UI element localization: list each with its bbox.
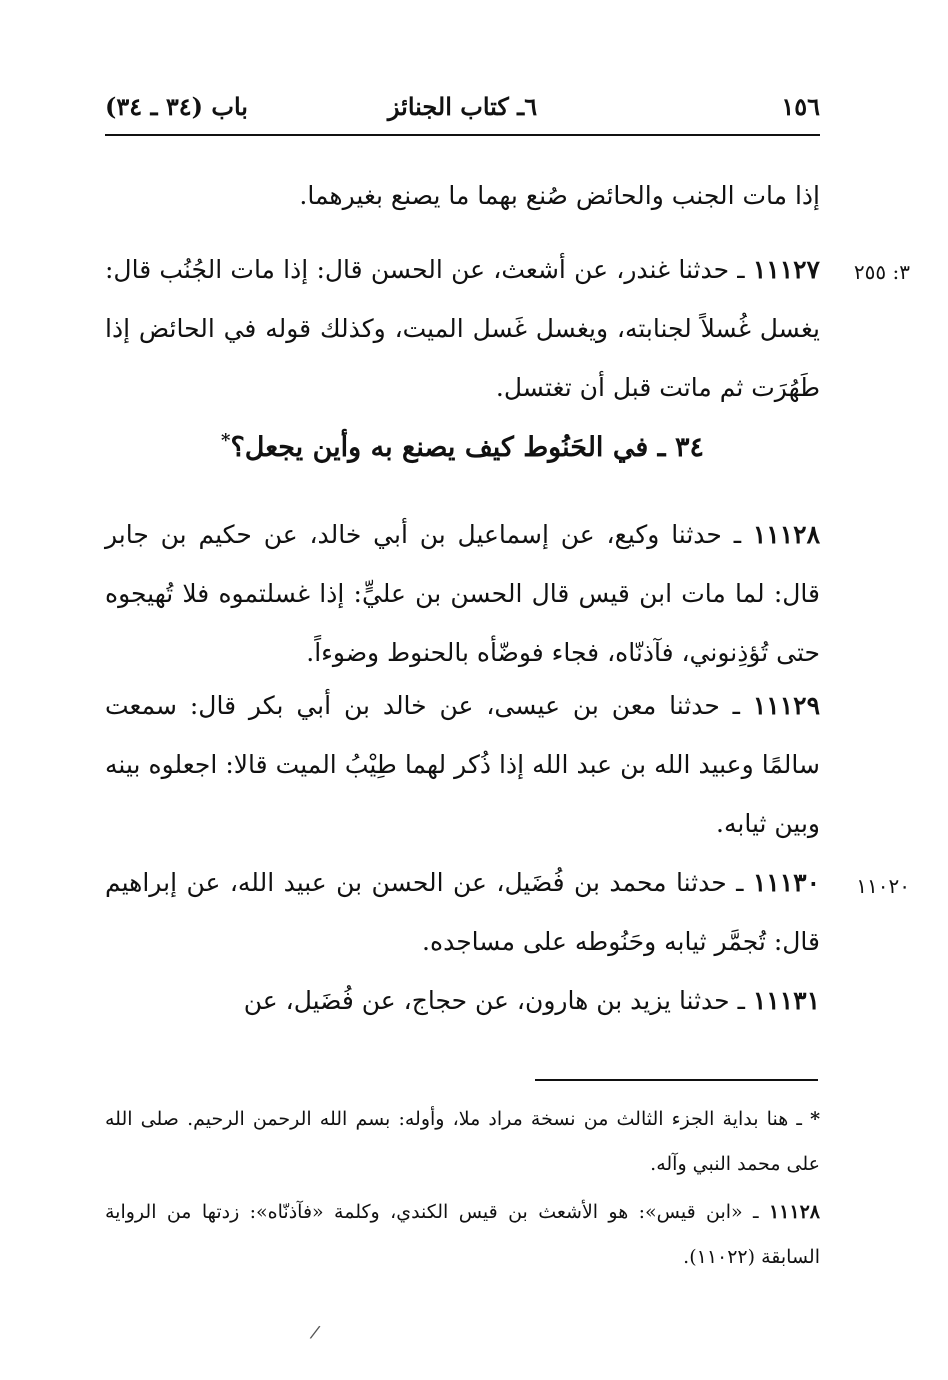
page-number: ١٥٦ [781, 92, 820, 121]
paragraph-text: ـ حدثنا وكيع، عن إسماعيل بن أبي خالد، عن حكيم بن جابر قال: لما مات ابن قيس قال الحسن بن عليٍّ: إذا غسلتموه فلا تُهيجوه حتى تُؤذِنوني، فآذنّاه، فجاء فوضّأه بالحنوط وضوءاً. [105, 520, 820, 667]
hadith-number: ١١١٣٠ [752, 868, 820, 897]
paragraph-text: ـ حدثنا يزيد بن هارون، عن حجاج، عن فُضَيل، عن [243, 986, 745, 1015]
paragraph-text: ـ حدثنا معن بن عيسى، عن خالد بن أبي بكر قال: سمعت سالمًا وعبيد الله بن عبد الله إذا ذُكر لهما طِيْبُ الميت قالا: اجعلوه بينه وبين ثيابه. [105, 691, 820, 838]
section-reference: باب (٣٤ ـ ٣٤) [105, 92, 248, 121]
header-rule [105, 134, 820, 136]
hadith-number: ١١١٢٧ [752, 255, 820, 284]
paragraph-text: ـ حدثنا محمد بن فُضَيل، عن الحسن بن عبيد الله، عن إبراهيم قال: تُجمَّر ثيابه وحَنُوطه على مساجده. [105, 868, 820, 956]
margin-reference: ١١٠٢٠ [856, 874, 910, 898]
footnote-mark: * [810, 1108, 821, 1130]
intro-paragraph [105, 166, 820, 225]
hadith-paragraph [105, 971, 820, 1030]
footnote-rule [535, 1079, 818, 1081]
hadith-number: ١١١٣١ [752, 986, 820, 1015]
heading-text: ٣٤ ـ في الحَنُوط كيف يصنع به وأين يجعل؟ [230, 432, 704, 463]
margin-reference: ٣: ٢٥٥ [853, 260, 910, 284]
page-header [105, 88, 820, 128]
hadith-number: ١١١٢٨ [752, 520, 820, 549]
footnote-mark: * [221, 430, 231, 451]
hadith-paragraph [105, 505, 820, 682]
footnote [105, 1097, 820, 1187]
hadith-paragraph [105, 676, 820, 853]
chapter-title: ٦ـ كتاب الجنائز [387, 92, 538, 121]
footnote-number: ١١١٢٨ [768, 1201, 820, 1223]
footnote-text: ـ «ابن قيس»: هو الأشعث بن قيس الكندي، وكلمة «فآذنّاه»: زدتها من الرواية السابقة (١١٠٢٢). [105, 1201, 820, 1268]
paragraph-text: ـ حدثنا غندر، عن أشعث، عن الحسن قال: إذا مات الجُنُب قال: يغسل غُسلاً لجنابته، ويغسل غَسل الميت، وكذلك قوله في الحائض إذا طَهُرَت ثم ماتت قبل أن تغتسل. [105, 255, 820, 402]
paragraph-text: إذا مات الجنب والحائض صُنع بهما ما يصنع بغيرهما. [299, 181, 820, 210]
footnote [105, 1190, 820, 1280]
footnote-text: ـ هنا بداية الجزء الثالث من نسخة مراد ملا، وأوله: بسم الله الرحمن الرحيم. صلى الله على محمد النبي وآله. [105, 1108, 820, 1175]
hadith-paragraph [105, 853, 820, 971]
section-heading [105, 430, 820, 463]
stray-mark: / [308, 1321, 322, 1344]
hadith-number: ١١١٢٩ [752, 691, 820, 720]
hadith-paragraph [105, 240, 820, 417]
